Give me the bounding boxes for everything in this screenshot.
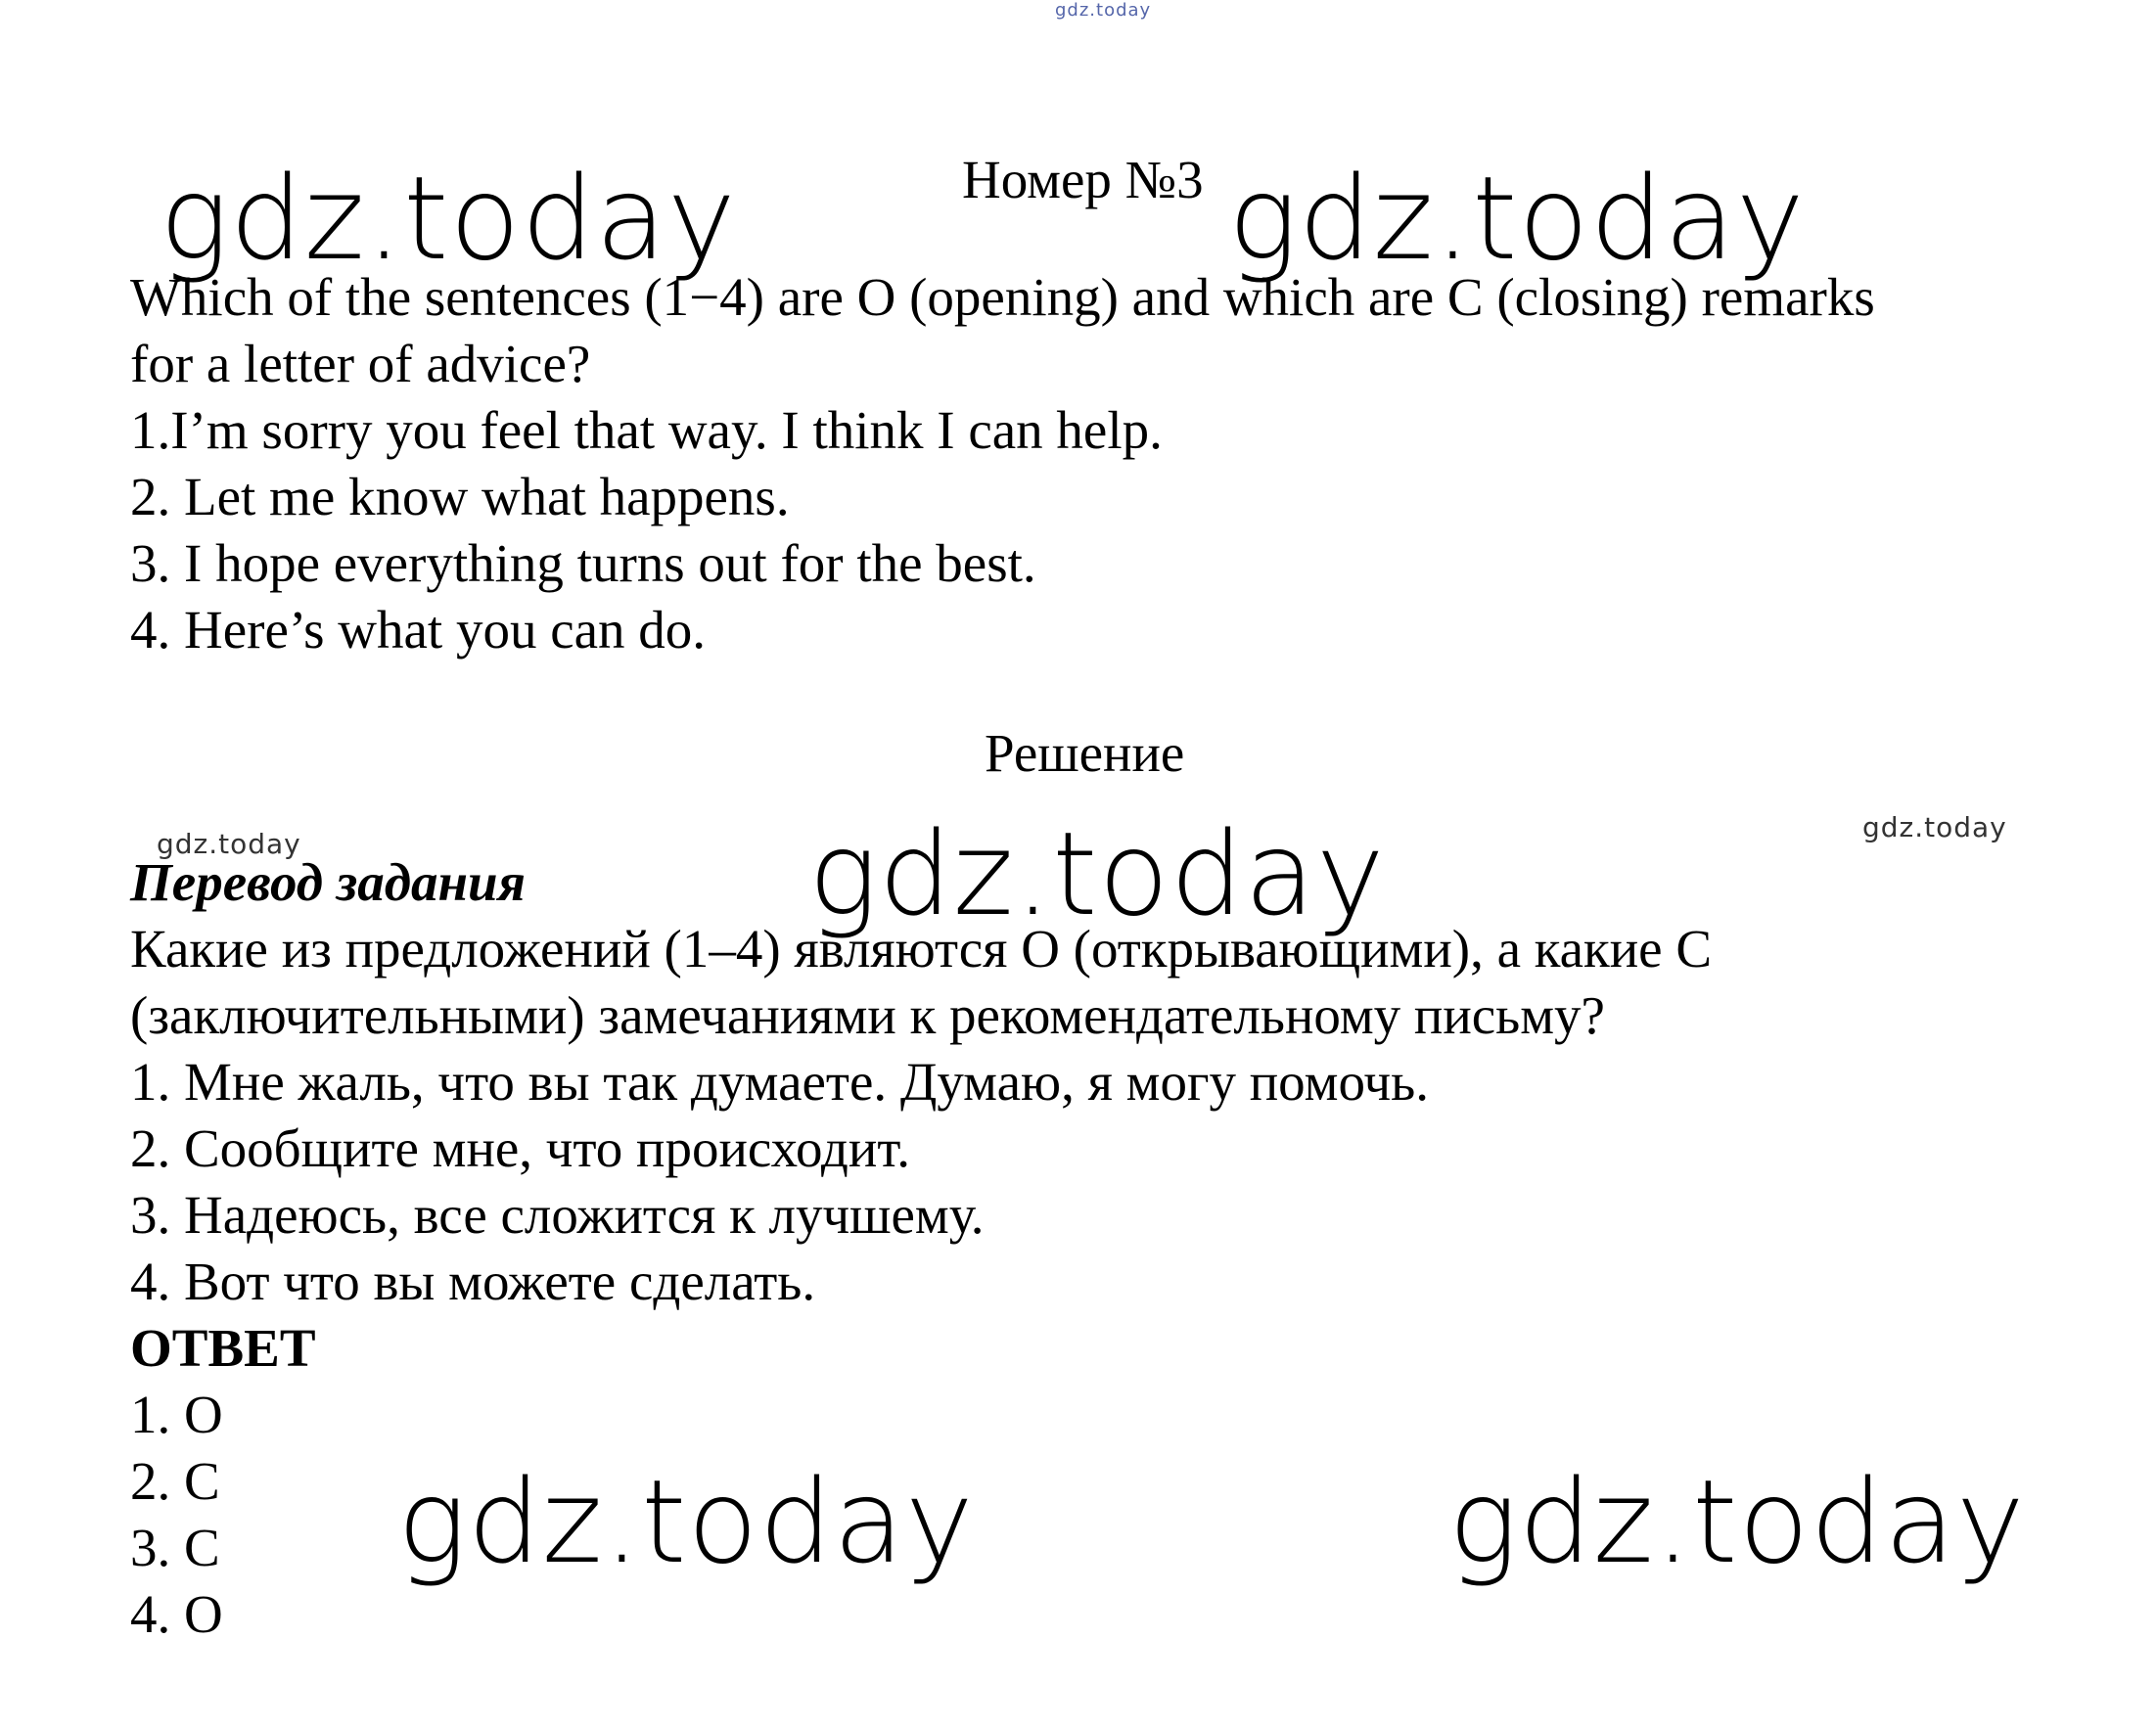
translation-heading: Перевод задания	[130, 852, 526, 912]
translation-item-2: 2. Сообщите мне, что происходит.	[130, 1118, 910, 1178]
translation-item-3: 3. Надеюсь, все сложится к лучшему.	[130, 1185, 985, 1245]
task-question-line-1: Which of the sentences (1−4) are O (opening) and which are C (closing) remarks	[130, 267, 1875, 327]
answer-item-3: 3. C	[130, 1518, 220, 1577]
watermark-small-right: gdz.today	[1862, 811, 2007, 843]
answer-heading: ОТВЕТ	[130, 1318, 316, 1378]
watermark-small-left: gdz.today	[157, 828, 301, 860]
answer-item-2: 2. C	[130, 1451, 220, 1511]
answer-item-1: 1. O	[130, 1385, 223, 1444]
task-item-1: 1.I’m sorry you feel that way. I think I can help.	[130, 400, 1163, 460]
task-question-line-2: for a letter of advice?	[130, 334, 591, 393]
watermark-large-bottom-left: gdz.today	[397, 1454, 975, 1589]
task-item-4: 4. Here’s what you can do.	[130, 600, 707, 660]
watermark-large-top-right: gdz.today	[1228, 151, 1806, 286]
task-item-3: 3. I hope everything turns out for the best.	[130, 533, 1036, 593]
watermark-large-bottom-right: gdz.today	[1448, 1454, 2026, 1589]
solution-title: Решение	[985, 723, 1185, 783]
watermark-top: gdz.today	[1055, 0, 1152, 21]
answer-item-4: 4. O	[130, 1584, 223, 1644]
task-item-2: 2. Let me know what happens.	[130, 467, 790, 526]
translation-item-4: 4. Вот что вы можете сделать.	[130, 1252, 816, 1311]
watermark-large-top-left: gdz.today	[160, 151, 737, 286]
translation-item-1: 1. Мне жаль, что вы так думаете. Думаю, я могу помочь.	[130, 1052, 1430, 1112]
translation-line-2: (заключительными) замечаниями к рекомендательному письму?	[130, 985, 1605, 1045]
translation-line-1: Какие из предложений (1–4) являются O (открывающими), а какие C	[130, 919, 1713, 979]
task-title: Номер №3	[962, 150, 1204, 209]
watermark-large-middle: gdz.today	[808, 806, 1386, 941]
